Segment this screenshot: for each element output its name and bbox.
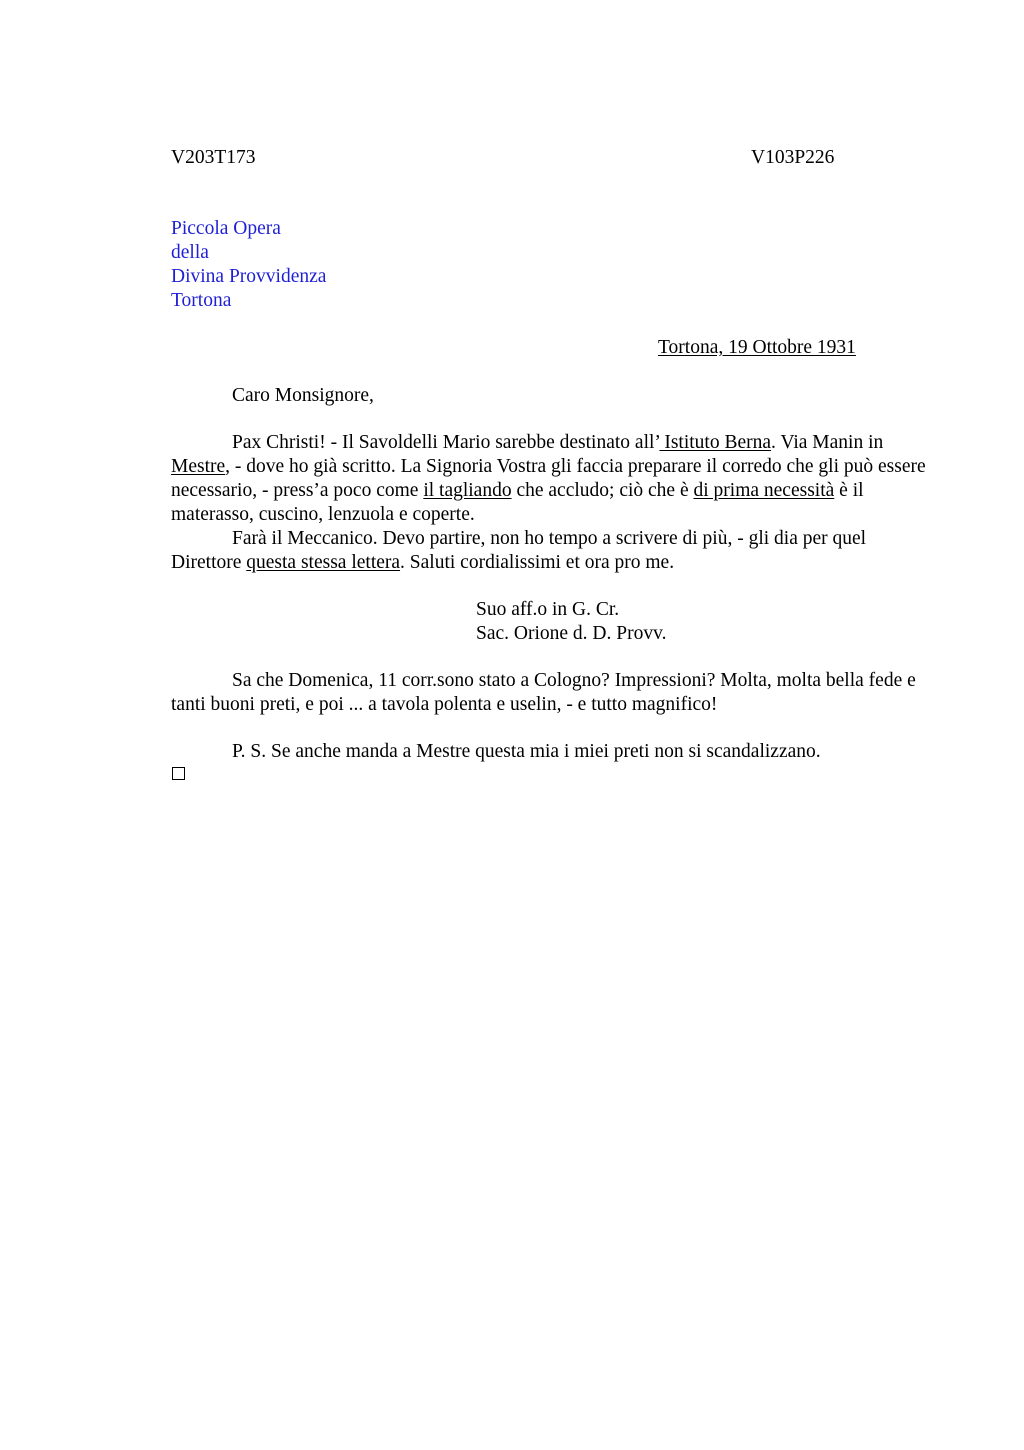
postscript-paragraph-1: Sa che Domenica, 11 corr.sono stato a Cologno? Impressioni? Molta, molta bella fede e tanti buoni preti, e poi ... a tavola polenta e uselin, - e tutto magnifico! <box>171 670 916 715</box>
letter-date: Tortona, 19 Ottobre 1931 <box>658 337 856 358</box>
body-p1-underline-necessita: di prima necessità <box>693 480 835 501</box>
body-paragraph-1 <box>171 431 931 527</box>
letterhead-line-4: Tortona <box>171 290 232 311</box>
body-p1-text-4: che accludo; ciò che è <box>511 480 694 501</box>
checkbox-square-icon <box>172 767 185 780</box>
body-p1-text-1: Pax Christi! - Il Savoldelli Mario sarebbe destinato all’ <box>232 432 660 453</box>
signature-line-2: Sac. Orione d. D. Provv. <box>476 623 667 644</box>
body-p1-underline-mestre: Mestre <box>171 456 226 477</box>
body-p1-text-5: è il materasso, cuscino, lenzuola e coperte. <box>171 480 864 525</box>
letterhead-line-1: Piccola Opera <box>171 218 281 239</box>
body-p1-text-3: , - dove ho già scritto. La Signoria Vostra gli faccia preparare il corredo che gli può essere necessario, - press’a poco come <box>171 456 926 501</box>
body-p1-underline-istituto: Istituto Berna <box>659 432 772 453</box>
document-code-right: V103P226 <box>751 147 835 168</box>
salutation: Caro Monsignore, <box>232 385 374 406</box>
document-code-left: V203T173 <box>171 147 256 168</box>
postscript-paragraph-2: P. S. Se anche manda a Mestre questa mia i miei preti non si scandalizzano. <box>232 741 821 762</box>
body-p2-text-1: Farà il Meccanico. Devo partire, non ho tempo a scrivere di più, - gli dia per quel Direttore <box>171 528 867 573</box>
letterhead-line-2: della <box>171 242 209 263</box>
body-p1-underline-tagliando: il tagliando <box>423 480 512 501</box>
body-p2-text-2: . Saluti cordialissimi et ora pro me. <box>400 552 675 573</box>
body-paragraph-2 <box>171 527 931 575</box>
body-p1-text-2: . Via Manin in <box>771 432 884 453</box>
signature-line-1: Suo aff.o in G. Cr. <box>476 599 620 620</box>
letterhead-line-3: Divina Provvidenza <box>171 266 327 287</box>
body-p2-underline-lettera: questa stessa lettera <box>246 552 401 573</box>
